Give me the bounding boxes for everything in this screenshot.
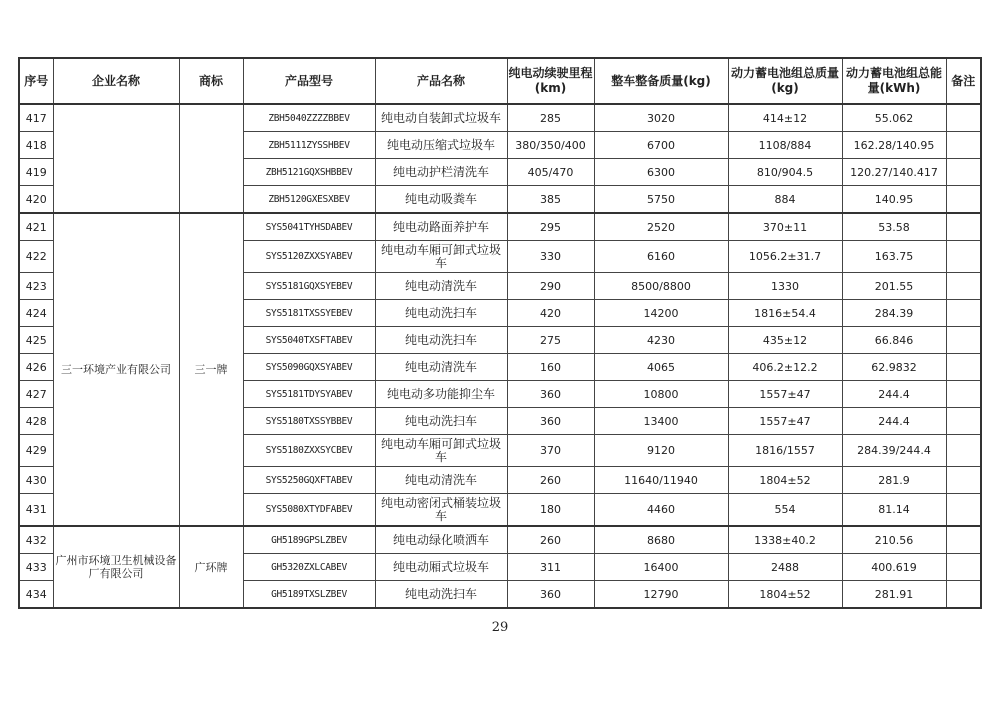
cell-model: SYS5041TYHSDABEV (243, 213, 375, 241)
cell-curb-mass: 11640/11940 (594, 467, 728, 494)
cell-battery-mass: 1557±47 (728, 381, 842, 408)
cell-brand: 三一牌 (179, 213, 243, 526)
cell-range: 360 (507, 408, 594, 435)
cell-battery-mass: 2488 (728, 554, 842, 581)
cell-battery-energy: 140.95 (842, 186, 946, 214)
cell-battery-energy: 400.619 (842, 554, 946, 581)
cell-range: 295 (507, 213, 594, 241)
header-brand: 商标 (179, 58, 243, 104)
cell-no: 423 (19, 273, 53, 300)
cell-note (946, 104, 981, 132)
cell-range: 285 (507, 104, 594, 132)
cell-battery-energy: 163.75 (842, 241, 946, 273)
cell-model: ZBH5120GXESXBEV (243, 186, 375, 214)
cell-note (946, 132, 981, 159)
cell-battery-mass: 1804±52 (728, 581, 842, 609)
table-row (19, 526, 981, 554)
cell-note (946, 186, 981, 214)
cell-range: 260 (507, 467, 594, 494)
cell-note (946, 327, 981, 354)
cell-product-name: 纯电动吸粪车 (375, 186, 507, 214)
cell-note (946, 241, 981, 273)
cell-note (946, 213, 981, 241)
cell-model: SYS5040TXSFTABEV (243, 327, 375, 354)
cell-no: 432 (19, 526, 53, 554)
header-row (19, 58, 981, 104)
cell-no: 424 (19, 300, 53, 327)
cell-product-name: 纯电动厢式垃圾车 (375, 554, 507, 581)
cell-range: 370 (507, 435, 594, 467)
cell-battery-energy: 244.4 (842, 408, 946, 435)
cell-note (946, 554, 981, 581)
cell-curb-mass: 3020 (594, 104, 728, 132)
cell-product-name: 纯电动清洗车 (375, 273, 507, 300)
cell-battery-mass: 1108/884 (728, 132, 842, 159)
cell-no: 419 (19, 159, 53, 186)
cell-battery-energy: 53.58 (842, 213, 946, 241)
cell-no: 425 (19, 327, 53, 354)
cell-range: 330 (507, 241, 594, 273)
cell-battery-energy: 284.39 (842, 300, 946, 327)
cell-note (946, 467, 981, 494)
cell-model: SYS5181TXSSYEBEV (243, 300, 375, 327)
cell-product-name: 纯电动清洗车 (375, 354, 507, 381)
cell-model: SYS5180TXSSYBBEV (243, 408, 375, 435)
cell-no: 420 (19, 186, 53, 214)
cell-note (946, 159, 981, 186)
cell-note (946, 300, 981, 327)
cell-model: GH5189GPSLZBEV (243, 526, 375, 554)
cell-product-name: 纯电动车厢可卸式垃圾车 (375, 241, 507, 273)
cell-range: 420 (507, 300, 594, 327)
cell-note (946, 408, 981, 435)
header-note: 备注 (946, 58, 981, 104)
cell-battery-energy: 210.56 (842, 526, 946, 554)
cell-no: 421 (19, 213, 53, 241)
cell-battery-energy: 162.28/140.95 (842, 132, 946, 159)
cell-model: SYS5181TDYSYABEV (243, 381, 375, 408)
cell-battery-mass: 414±12 (728, 104, 842, 132)
cell-brand: 广环牌 (179, 526, 243, 608)
cell-range: 160 (507, 354, 594, 381)
cell-battery-mass: 1816/1557 (728, 435, 842, 467)
cell-curb-mass: 16400 (594, 554, 728, 581)
cell-product-name: 纯电动路面养护车 (375, 213, 507, 241)
cell-battery-mass: 1816±54.4 (728, 300, 842, 327)
cell-model: ZBH5121GQXSHBBEV (243, 159, 375, 186)
cell-range: 385 (507, 186, 594, 214)
cell-curb-mass: 8500/8800 (594, 273, 728, 300)
cell-model: SYS5120ZXXSYABEV (243, 241, 375, 273)
cell-model: SYS5090GQXSYABEV (243, 354, 375, 381)
cell-product-name: 纯电动自装卸式垃圾车 (375, 104, 507, 132)
cell-battery-mass: 370±11 (728, 213, 842, 241)
table-row (19, 104, 981, 132)
cell-curb-mass: 4065 (594, 354, 728, 381)
cell-range: 360 (507, 381, 594, 408)
page-number: 29 (491, 620, 509, 635)
cell-battery-energy: 281.9 (842, 467, 946, 494)
cell-battery-energy: 62.9832 (842, 354, 946, 381)
cell-company (53, 104, 179, 213)
cell-note (946, 435, 981, 467)
cell-battery-mass: 1804±52 (728, 467, 842, 494)
cell-note (946, 273, 981, 300)
cell-no: 417 (19, 104, 53, 132)
cell-range: 180 (507, 494, 594, 527)
cell-battery-mass: 554 (728, 494, 842, 527)
cell-battery-mass: 1330 (728, 273, 842, 300)
cell-brand (179, 104, 243, 213)
cell-product-name: 纯电动清洗车 (375, 467, 507, 494)
cell-product-name: 纯电动绿化喷洒车 (375, 526, 507, 554)
cell-battery-energy: 201.55 (842, 273, 946, 300)
table-row (19, 213, 981, 241)
cell-model: ZBH5111ZYSSHBEV (243, 132, 375, 159)
cell-range: 275 (507, 327, 594, 354)
cell-curb-mass: 6300 (594, 159, 728, 186)
cell-curb-mass: 8680 (594, 526, 728, 554)
vehicle-catalog-table (18, 57, 982, 609)
cell-curb-mass: 6700 (594, 132, 728, 159)
cell-range: 260 (507, 526, 594, 554)
cell-battery-energy: 55.062 (842, 104, 946, 132)
cell-curb-mass: 12790 (594, 581, 728, 609)
cell-curb-mass: 14200 (594, 300, 728, 327)
cell-note (946, 354, 981, 381)
cell-product-name: 纯电动多功能抑尘车 (375, 381, 507, 408)
cell-battery-energy: 284.39/244.4 (842, 435, 946, 467)
cell-company: 三一环境产业有限公司 (53, 213, 179, 526)
cell-note (946, 494, 981, 527)
cell-model: SYS5080XTYDFABEV (243, 494, 375, 527)
cell-no: 426 (19, 354, 53, 381)
cell-battery-energy: 281.91 (842, 581, 946, 609)
cell-curb-mass: 6160 (594, 241, 728, 273)
header-range: 纯电动续驶里程(km) (507, 58, 594, 104)
cell-battery-mass: 1338±40.2 (728, 526, 842, 554)
cell-model: GH5320ZXLCABEV (243, 554, 375, 581)
cell-range: 360 (507, 581, 594, 609)
cell-note (946, 381, 981, 408)
cell-battery-mass: 435±12 (728, 327, 842, 354)
cell-battery-mass: 884 (728, 186, 842, 214)
cell-no: 427 (19, 381, 53, 408)
cell-product-name: 纯电动洗扫车 (375, 300, 507, 327)
cell-range: 380/350/400 (507, 132, 594, 159)
cell-curb-mass: 2520 (594, 213, 728, 241)
cell-battery-energy: 120.27/140.417 (842, 159, 946, 186)
cell-product-name: 纯电动洗扫车 (375, 581, 507, 609)
cell-model: SYS5180ZXXSYCBEV (243, 435, 375, 467)
header-no: 序号 (19, 58, 53, 104)
cell-curb-mass: 5750 (594, 186, 728, 214)
cell-product-name: 纯电动密闭式桶装垃圾车 (375, 494, 507, 527)
cell-curb-mass: 9120 (594, 435, 728, 467)
cell-model: GH5189TXSLZBEV (243, 581, 375, 609)
header-curb-mass: 整车整备质量(kg) (594, 58, 728, 104)
cell-curb-mass: 4230 (594, 327, 728, 354)
cell-product-name: 纯电动护栏清洗车 (375, 159, 507, 186)
cell-no: 434 (19, 581, 53, 609)
cell-note (946, 526, 981, 554)
cell-product-name: 纯电动洗扫车 (375, 327, 507, 354)
header-battery-energy: 动力蓄电池组总能量(kWh) (842, 58, 946, 104)
cell-no: 431 (19, 494, 53, 527)
cell-curb-mass: 13400 (594, 408, 728, 435)
cell-battery-energy: 66.846 (842, 327, 946, 354)
cell-battery-mass: 1557±47 (728, 408, 842, 435)
cell-battery-mass: 406.2±12.2 (728, 354, 842, 381)
header-model: 产品型号 (243, 58, 375, 104)
cell-no: 418 (19, 132, 53, 159)
header-product-name: 产品名称 (375, 58, 507, 104)
cell-model: SYS5250GQXFTABEV (243, 467, 375, 494)
cell-model: SYS5181GQXSYEBEV (243, 273, 375, 300)
cell-product-name: 纯电动压缩式垃圾车 (375, 132, 507, 159)
cell-product-name: 纯电动车厢可卸式垃圾车 (375, 435, 507, 467)
cell-no: 429 (19, 435, 53, 467)
cell-range: 290 (507, 273, 594, 300)
cell-range: 405/470 (507, 159, 594, 186)
cell-curb-mass: 10800 (594, 381, 728, 408)
cell-no: 430 (19, 467, 53, 494)
cell-company: 广州市环境卫生机械设备厂有限公司 (53, 526, 179, 608)
cell-battery-mass: 1056.2±31.7 (728, 241, 842, 273)
cell-battery-energy: 244.4 (842, 381, 946, 408)
header-battery-mass: 动力蓄电池组总质量(kg) (728, 58, 842, 104)
cell-model: ZBH5040ZZZZBBEV (243, 104, 375, 132)
cell-curb-mass: 4460 (594, 494, 728, 527)
cell-product-name: 纯电动洗扫车 (375, 408, 507, 435)
cell-no: 433 (19, 554, 53, 581)
cell-note (946, 581, 981, 609)
cell-no: 422 (19, 241, 53, 273)
header-company: 企业名称 (53, 58, 179, 104)
cell-no: 428 (19, 408, 53, 435)
cell-battery-energy: 81.14 (842, 494, 946, 527)
cell-range: 311 (507, 554, 594, 581)
cell-battery-mass: 810/904.5 (728, 159, 842, 186)
